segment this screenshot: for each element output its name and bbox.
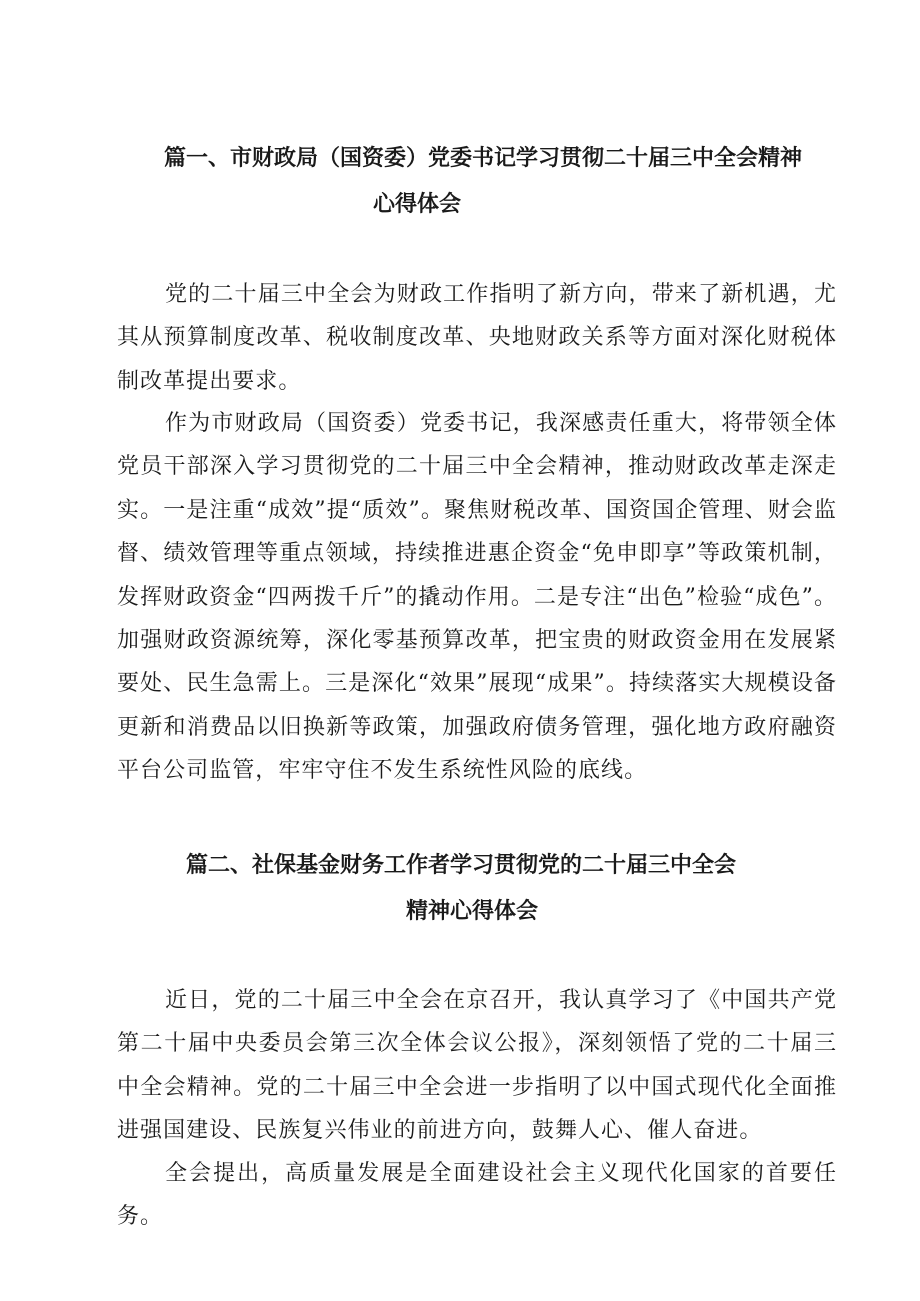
section-1-title-line-1: 篇一、市财政局（国资委）党委书记学习贯彻二十届三中全会精神 [164, 146, 803, 171]
section-1-title-line-2: 心得体会 [373, 192, 462, 217]
section-2-title-line-1: 篇二、社保基金财务工作者学习贯彻党的二十届三中全会 [186, 853, 737, 878]
section-2-paragraph-1: 近日，党的二十届三中全会在京召开，我认真学习了《中国共产党第二十届中央委员会第三次全体会议公报》，深刻领悟了党的二十届三中全会精神。党的二十届三中全会进一步指明了以中国式现代化全面推进强国建设、民族复兴伟业的前进方向，鼓舞人心、催人奋进。 [117, 988, 837, 1144]
section-1-paragraph-1: 党的二十届三中全会为财政工作指明了新方向，带来了新机遇，尤其从预算制度改革、税收制度改革、央地财政关系等方面对深化财税体制改革提出要求。 [117, 282, 837, 394]
section-1-paragraph-2: 作为市财政局（国资委）党委书记，我深感责任重大，将带领全体党员干部深入学习贯彻党的二十届三中全会精神，推动财政改革走深走实。一是注重“成效”提“质效”。聚焦财税改革、国资国企管理、财会监督、绩效管理等重点领域，持续推进惠企资金“免申即享”等政策机制，发挥财政资金“四两拨千斤”的撬动作用。二是专注“出色”检验“成色”。加强财政资源统筹，深化零基预算改革，把宝贵的财政资金用在发展紧要处、民生急需上。三是深化“效果”展现“成果”。持续落实大规模设备更新和消费品以旧换新等政策，加强政府债务管理，强化地方政府融资平台公司监管，牢牢守住不发生系统性风险的底线。 [117, 411, 837, 784]
section-2-paragraph-2: 全会提出，高质量发展是全面建设社会主义现代化国家的首要任务。 [117, 1161, 837, 1230]
section-2-title-line-2: 精神心得体会 [406, 899, 539, 924]
